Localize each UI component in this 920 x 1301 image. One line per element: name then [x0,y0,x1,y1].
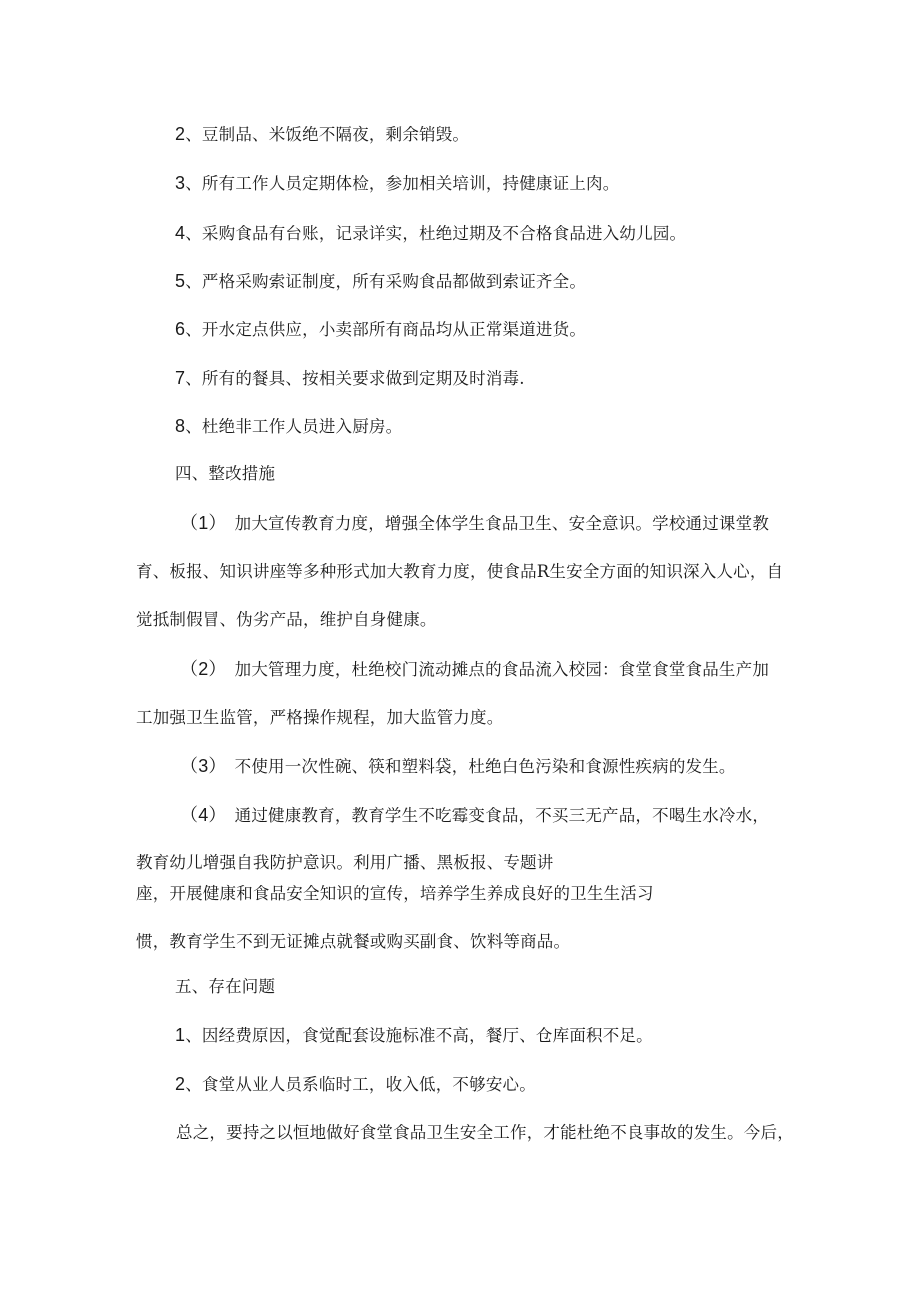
item-number: 4 [175,223,186,243]
list-item [175,1024,653,1047]
measure-label: （3） [180,756,227,776]
item-text: 、因经费原因，食觉配套设施标准不高，餐厅、仓库面积不足。 [185,1026,653,1045]
list-item [175,270,586,293]
paragraph-line [180,658,769,681]
item-number: 8 [175,416,186,436]
item-text: 、所有的餐具、按相关要求做到定期及时消毒. [185,369,525,388]
list-item [175,1073,536,1096]
section-heading: 四、整改措施 [175,464,276,483]
item-number: 6 [175,319,186,339]
list-item [175,415,402,438]
item-text: 、食堂从业人员系临时工，收入低，不够安心。 [185,1075,536,1094]
item-text: 、豆制品、米饭绝不隔夜，剩余销毁。 [185,125,470,144]
list-item [175,172,619,195]
list-item [175,222,686,245]
paragraph-line [180,512,769,535]
paragraph-line [180,755,736,778]
item-text: 、严格采购索证制度，所有采购食品都做到索证齐全。 [185,272,587,291]
paragraph-line: 惯，教育学生不到无证摊点就餐或购买副食、饮料等商品。 [136,932,571,951]
measure-label: （2） [180,659,227,679]
measure-label: （1） [180,513,227,533]
item-number: 2 [175,1074,186,1094]
paragraph-line: 觉抵制假冒、伪劣产品，维护自身健康。 [136,610,437,629]
item-text: 、杜绝非工作人员进入厨房。 [185,417,403,436]
measure-text: 加大宣传教育力度，增强全体学生食品卫生、安全意识。学校通过课堂教 [234,514,770,533]
item-number: 5 [175,271,186,291]
item-number: 7 [175,368,186,388]
section-heading: 五、存在问题 [175,977,276,996]
measure-text: 通过健康教育，教育学生不吃霉变食品，不买三无产品，不喝生水冷水， [234,806,770,825]
conclusion-paragraph: 总之，要持之以恒地做好食堂食品卫生安全工作，才能杜绝不良事故的发生。今后， [176,1123,794,1142]
paragraph-line: 座，开展健康和食品安全知识的宣传，培养学生养成良好的卫生生活习 [136,884,654,903]
paragraph-line: 工加强卫生监管，严格操作规程，加大监管力度。 [136,708,504,727]
list-item [175,318,586,341]
list-item [175,123,469,146]
item-number: 1 [175,1025,186,1045]
measure-text: 加大管理力度，杜绝校门流动摊点的食品流入校园：食堂食堂食品生产加 [234,660,770,679]
measure-text: 不使用一次性碗、筷和塑料袋，杜绝白色污染和食源性疾病的发生。 [234,757,736,776]
item-text: 、采购食品有台账，记录详实，杜绝过期及不合格食品进入幼儿园。 [185,224,687,243]
item-text: 、所有工作人员定期体检，参加相关培训，持健康证上肉。 [185,174,620,193]
item-number: 2 [175,124,186,144]
paragraph-line: 育、板报、知识讲座等多种形式加大教育力度，使食品R生安全方面的知识深入人心，自 [136,562,784,581]
paragraph-line [180,804,769,827]
measure-label: （4） [180,805,227,825]
paragraph-line: 教育幼儿增强自我防护意识。利用广播、黑板报、专题讲 [136,853,554,872]
list-item [175,367,525,390]
item-number: 3 [175,173,186,193]
item-text: 、开水定点供应，小卖部所有商品均从正常渠道进货。 [185,320,587,339]
